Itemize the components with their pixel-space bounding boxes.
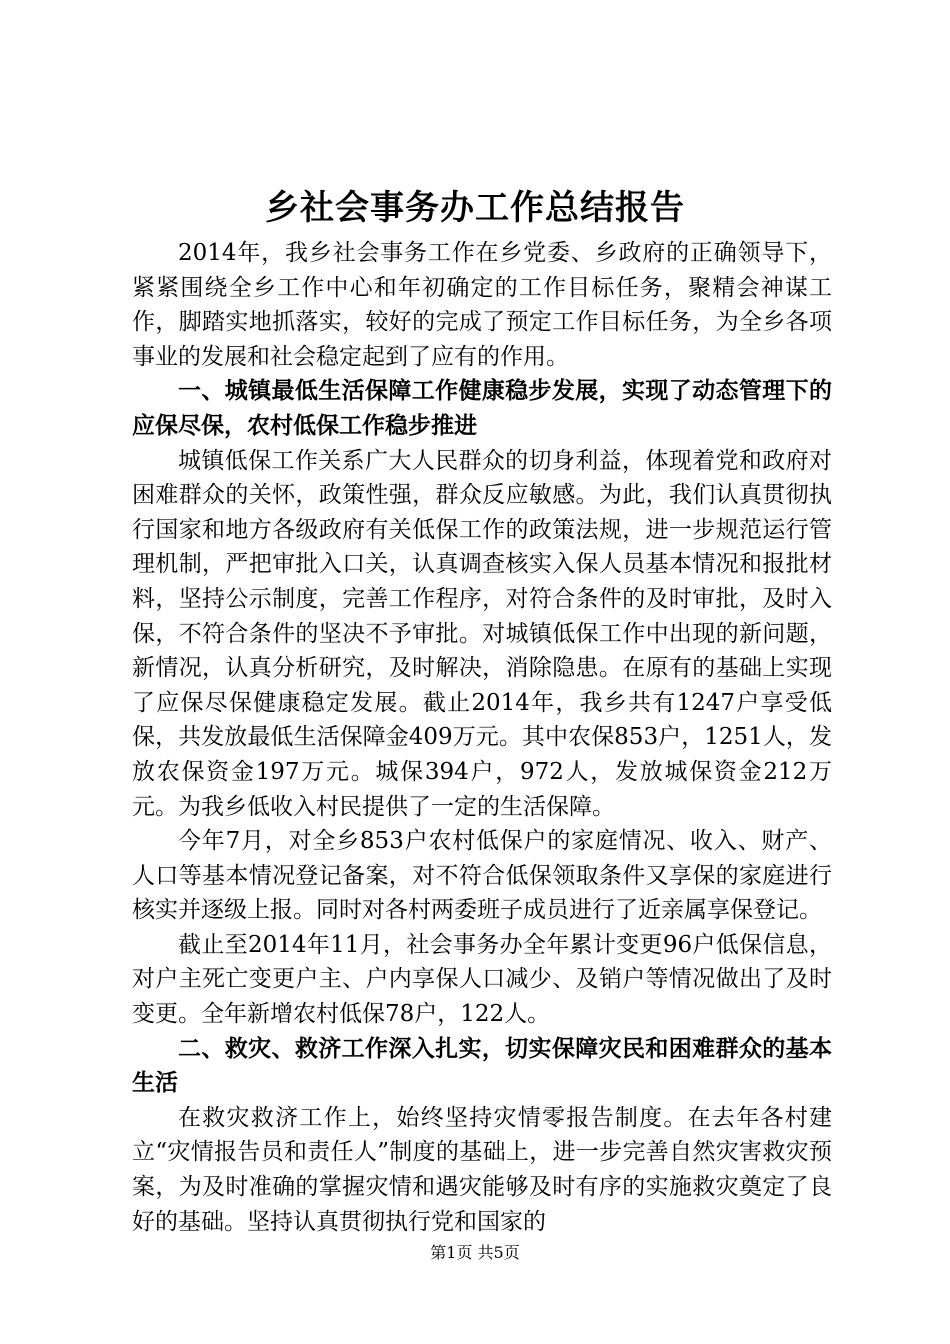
document-title: 乡社会事务办工作总结报告 [265, 188, 685, 228]
paragraph: 今年7月，对全乡853户农村低保户的家庭情况、收入、财产、人口等基本情况登记备案，对不符合低保领取条件又享保的家庭进行核实并逐级上报。同时对各村两委班子成员进行了近亲属享保登记。 [132, 828, 832, 924]
document-body [132, 236, 832, 1239]
paragraph: 在救灾救济工作上，始终坚持灾情零报告制度。在去年各村建立“灾情报告员和责任人”制度的基础上，进一步完善自然灾害救灾预案，为及时准确的掌握灾情和遇灾能够及时有序的实施救灾奠定了良好的基础。坚持认真贯彻执行党和国家的 [132, 1104, 832, 1235]
section-heading-1: 一、城镇最低生活保障工作健康稳步发展，实现了动态管理下的应保尽保，农村低保工作稳步推进 [132, 377, 832, 439]
paragraph: 截止至2014年11月，社会事务办全年累计变更96户低保信息，对户主死亡变更户主、户内享保人口减少、及销户等情况做出了及时变更。全年新增农村低保78户，122人。 [132, 931, 832, 1028]
page-footer: 第1页 共5页 [430, 1243, 520, 1262]
paragraph-intro: 2014年，我乡社会事务工作在乡党委、乡政府的正确领导下，紧紧围绕全乡工作中心和年初确定的工作目标任务，聚精会神谋工作，脚踏实地抓落实，较好的完成了预定工作目标任务，为全乡各项事业的发展和社会稳定起到了应有的作用。 [132, 240, 832, 370]
section-heading-2: 二、救灾、救济工作深入扎实，切实保障灾民和困难群众的基本生活 [132, 1034, 832, 1097]
paragraph: 城镇低保工作关系广大人民群众的切身利益，体现着党和政府对困难群众的关怀，政策性强，群众反应敏感。为此，我们认真贯彻执行国家和地方各级政府有关低保工作的政策法规，进一步规范运行管理机制，严把审批入口关，认真调查核实入保人员基本情况和报批材料，坚持公示制度，完善工作程序，对符合条件的及时审批，及时入保，不符合条件的坚决不予审批。对城镇低保工作中出现的新问题，新情况，认真分析研究，及时解决，消除隐患。在原有的基础上实现了应保尽保健康稳定发展。截止2014年，我乡共有1247户享受低保，共发放最低生活保障金409万元。其中农保853户，1251人，发放农保资金197万元。城保394户，972人，发放城保资金212万元。为我乡低收入村民提供了一定的生活保障。 [132, 447, 832, 820]
